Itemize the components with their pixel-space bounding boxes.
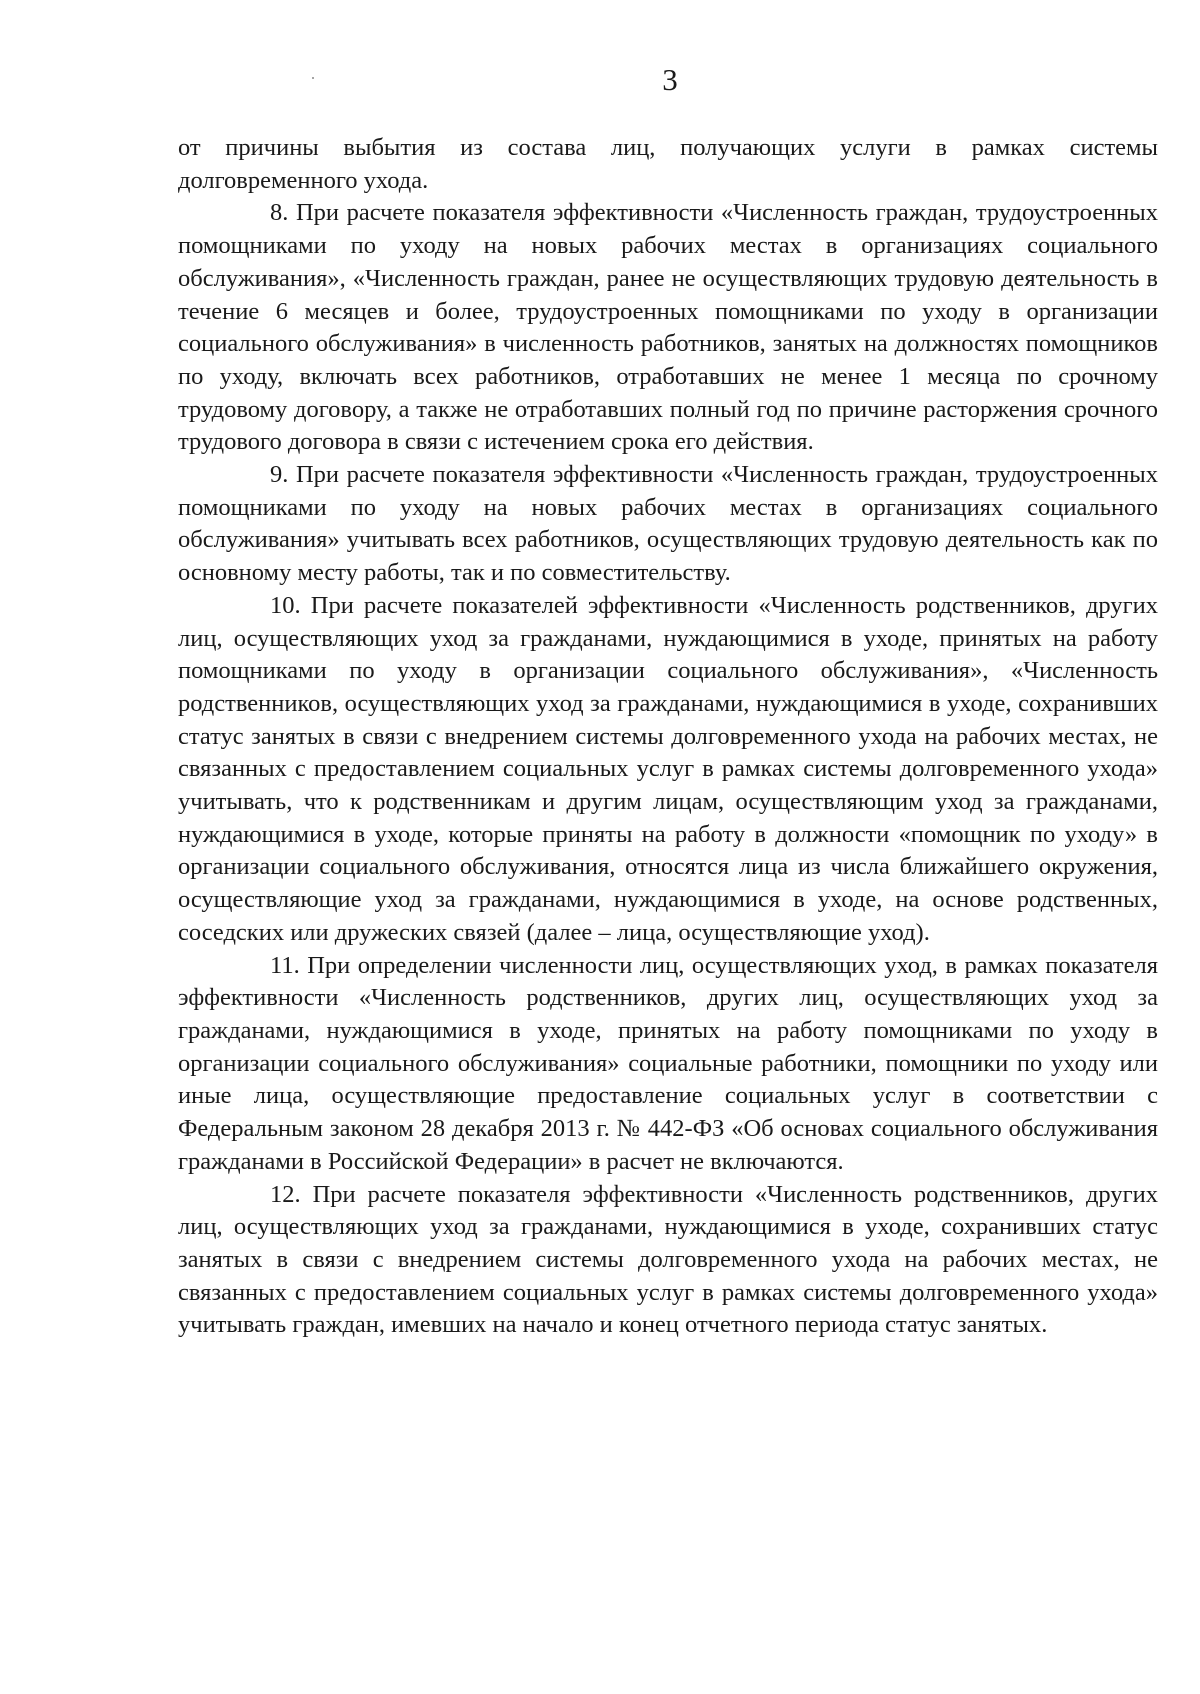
paragraph-item-9: 9. При расчете показателя эффективности «Численность граждан, трудоустроенных помощниками по уходу на новых рабочих местах в организациях социального обслуживания» учитывать всех работников, осуществляющих трудовую деятельность как по основному месту работы, так и по совместительству. <box>178 461 1158 587</box>
paragraph-item-12: 12. При расчете показателя эффективности «Численность родственников, других лиц, осуществляющих уход за гражданами, нуждающимися в уходе, сохранивших статус занятых в связи с внедрением системы долговременного ухода на рабочих местах, не связанных с предоставлением социальных услуг в рамках системы долговременного ухода» учитывать граждан, имевших на начало и конец отчетного периода статус занятых. <box>178 1180 1158 1339</box>
document-body <box>178 132 1158 1342</box>
paragraph-item-10: 10. При расчете показателей эффективности «Численность родственников, других лиц, осуществляющих уход за гражданами, нуждающимися в уходе, принятых на работу помощниками по уходу в организации социального обслуживания», «Численность родственников, осуществляющих уход за гражданами, нуждающимися в уходе, сохранивших статус занятых в связи с внедрением системы долговременного ухода на рабочих местах, не связанных с предоставлением социальных услуг в рамках системы долговременного ухода» учитывать, что к родственникам и другим лицам, осуществляющим уход за гражданами, нуждающимися в уходе, которые приняты на работу в должности «помощник по уходу» в организации социального обслуживания, относятся лица из числа ближайшего окружения, осуществляющие уход за гражданами, нуждающимися в уходе, на основе родственных, соседских или дружеских связей (далее – лица, осуществляющие уход). <box>178 591 1158 946</box>
paragraph-item-8: 8. При расчете показателя эффективности «Численность граждан, трудоустроенных помощниками по уходу на новых рабочих местах в организациях социального обслуживания», «Численность граждан, ранее не осуществляющих трудовую деятельность в течение 6 месяцев и более, трудоустроенных помощниками по уходу в организации социального обслуживания» в численность работников, занятых на должностях помощников по уходу, включать всех работников, отработавших не менее 1 месяца по срочному трудовому договору, а также не отработавших полный год по причине расторжения срочного трудового договора в связи с истечением срока его действия. <box>178 199 1158 456</box>
paragraph-continuation: от причины выбытия из состава лиц, получающих услуги в рамках системы долговременного ухода. <box>178 134 1158 194</box>
page-number: 3 <box>662 62 678 97</box>
scan-speck <box>312 77 314 79</box>
paragraph-item-11: 11. При определении численности лиц, осуществляющих уход, в рамках показателя эффективности «Численность родственников, других лиц, осуществляющих уход за гражданами, нуждающимися в уходе, принятых на работу помощниками по уходу в организации социального обслуживания» социальные работники, помощники по уходу или иные лица, осуществляющие предоставление социальных услуг в соответствии с Федеральным законом 28 декабря 2013 г. № 442-ФЗ «Об основах социального обслуживания гражданами в Российской Федерации» в расчет не включаются. <box>178 951 1158 1175</box>
